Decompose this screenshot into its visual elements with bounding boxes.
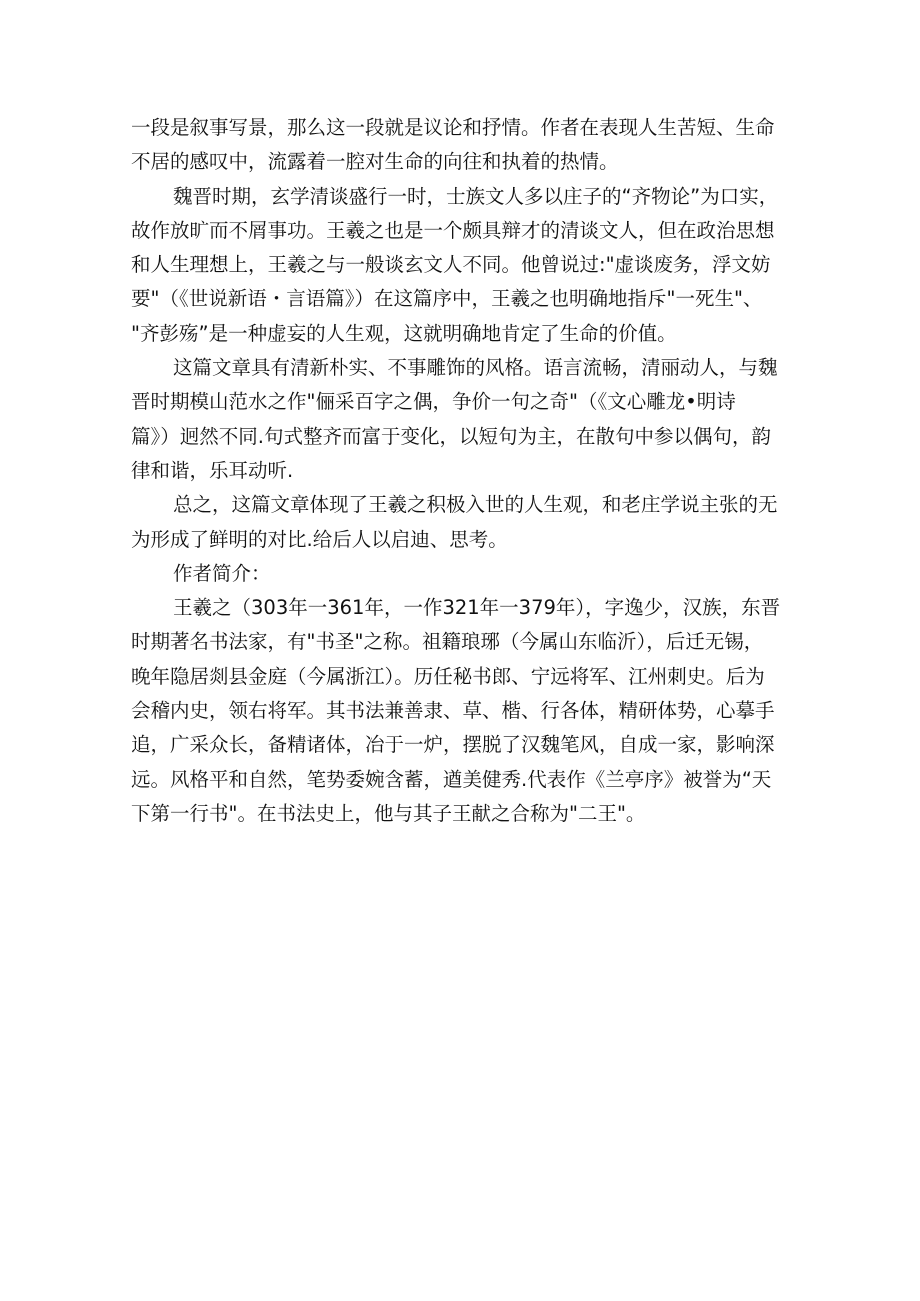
text-line: 魏晋时期，玄学清谈盛行一时，士族文人多以庄子的“齐物论”为口实，	[173, 184, 779, 208]
text-line: 不居的感叹中，流露着一腔对生命的向往和执着的热情。	[131, 150, 619, 174]
text-line: 晚年隐居剡县金庭（今属浙江）。历任秘书郎、宁远将军、江州刺史。后为	[131, 664, 765, 688]
text-line: 王羲之（303年一361年，一作321年一379年），字逸少，汉族，东晋	[173, 596, 781, 620]
text-line: 律和谐，乐耳动听.	[131, 458, 294, 482]
text-line: 远。风格平和自然，笔势委婉含蓄，遒美健秀.代表作《兰亭序》被誉为“天	[131, 767, 772, 791]
text-line: 总之，这篇文章体现了王羲之积极入世的人生观，和老庄学说主张的无	[173, 493, 778, 517]
document-body	[131, 111, 801, 831]
text-line: 和人生理想上，王羲之与一般谈玄文人不同。他曾说过:"虚谈废务，浮文妨	[131, 253, 771, 277]
text-line: 故作放旷而不屑事功。王羲之也是一个颇具辩才的清谈文人，但在政治思想	[131, 218, 775, 242]
text-line: 这篇文章具有清新朴实、不事雕饰的风格。语言流畅，清丽动人，与魏	[173, 356, 778, 380]
text-line: 会稽内史，领右将军。其书法兼善隶、草、楷、行各体，精研体势，心摹手	[131, 699, 775, 723]
text-line: 篇》）迥然不同.句式整齐而富于变化，以短句为主，在散句中参以偶句，韵	[131, 424, 771, 448]
text-line: 追，广采众长，备精诸体，冶于一炉，摆脱了汉魏笔风，自成一家，影响深	[131, 733, 775, 757]
text-line: 为形成了鲜明的对比.给后人以启迪、思考。	[131, 527, 508, 551]
text-line: "齐彭殇”是一种虚妄的人生观，这就明确地肯定了生命的价值。	[131, 321, 677, 345]
text-line: 要"（《世说新语・言语篇》）在这篇序中，王羲之也明确地指斥"一死生"、	[131, 287, 763, 311]
text-line: 下第一行书"。在书法史上，他与其子王献之合称为"二王"。	[131, 801, 646, 825]
text-line: 一段是叙事写景，那么这一段就是议论和抒情。作者在表现人生苦短、生命	[131, 116, 775, 139]
text-line: 时期著名书法家，有"书圣"之称。祖籍琅琊（今属山东临沂），后迁无锡，	[131, 630, 764, 654]
section-heading: 作者简介：	[173, 561, 271, 585]
text-line: 晋时期模山范水之作"俪采百字之偶，争价一句之奇"（《文心雕龙•明诗	[131, 390, 736, 414]
